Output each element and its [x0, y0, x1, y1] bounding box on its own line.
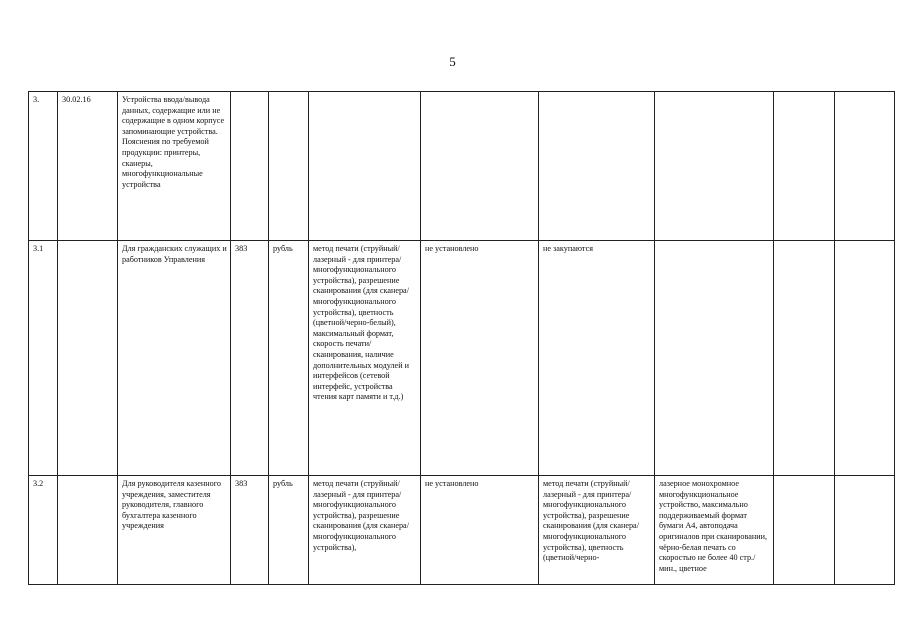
item-name: Для гражданских служащих и работников Управления	[118, 241, 231, 476]
extra-cell-2	[835, 92, 895, 241]
characteristic-text: метод печати (струйный/лазерный - для принтера/многофункционального устройства), разрешение сканирования (для сканера/многофункционального устройства),	[313, 479, 409, 552]
characteristic-2	[539, 476, 655, 585]
value-2	[655, 241, 774, 476]
unit-name: рубль	[269, 241, 309, 476]
requirements-table	[28, 91, 895, 585]
table-row	[29, 241, 895, 476]
characteristic-2-text: метод печати (струйный/лазерный - для принтера/многофункционального устройства), разрешение сканирования (для сканера/многофункционального устройства), цветность (цветной/черно-	[543, 479, 639, 563]
value-approved: не установлено	[421, 241, 539, 476]
unit-code: 383	[231, 241, 269, 476]
value-2	[655, 476, 774, 585]
extra-cell-2	[835, 241, 895, 476]
okpd-code	[58, 476, 118, 585]
unit-code: 383	[231, 476, 269, 585]
characteristic	[309, 476, 421, 585]
characteristic	[309, 92, 421, 241]
unit-code	[231, 92, 269, 241]
characteristic-2	[539, 92, 655, 241]
table-row	[29, 476, 895, 585]
characteristic: метод печати (струйный/лазерный - для принтера/многофункционального устройства), разрешение сканирования (для сканера/многофункционального устройства), цветность (цветной/черно-белый), максимальный формат, скорость печати/сканирования, наличие дополнительных модулей и интерфейсов (сетевой интерфейс, устройства чтения карт памяти и т.д.)	[309, 241, 421, 476]
row-number: 3.2	[29, 476, 58, 585]
item-name: Для руководителя казенного учреждения, заместителя руководителя, главного бухгалтера казенного учреждения	[118, 476, 231, 585]
value-2-text: лазерное монохромное многофункциональное устройство, максимально поддерживаемый формат бумаги А4, автоподача оригиналов при сканировании, чёрно-белая печать со скоростью не более 40 стр./мин., цветное	[659, 479, 768, 573]
value-2	[655, 92, 774, 241]
extra-cell-1	[774, 241, 835, 476]
table-row	[29, 92, 895, 241]
extra-cell-1	[774, 476, 835, 585]
row-number: 3.1	[29, 241, 58, 476]
unit-name: рубль	[269, 476, 309, 585]
row-number: 3.	[29, 92, 58, 241]
okpd-code	[58, 241, 118, 476]
value-approved: не установлено	[421, 476, 539, 585]
okpd-code: 30.02.16	[58, 92, 118, 241]
extra-cell-2	[835, 476, 895, 585]
item-name: Устройства ввода/вывода данных, содержащие или не содержащие в одном корпусе запоминающие устройства. Пояснения по требуемой продукции: принтеры, сканеры, многофункциональные устройства	[118, 92, 231, 241]
page-number: 5	[449, 54, 456, 69]
value-approved	[421, 92, 539, 241]
extra-cell-1	[774, 92, 835, 241]
unit-name	[269, 92, 309, 241]
characteristic-2: не закупаются	[539, 241, 655, 476]
